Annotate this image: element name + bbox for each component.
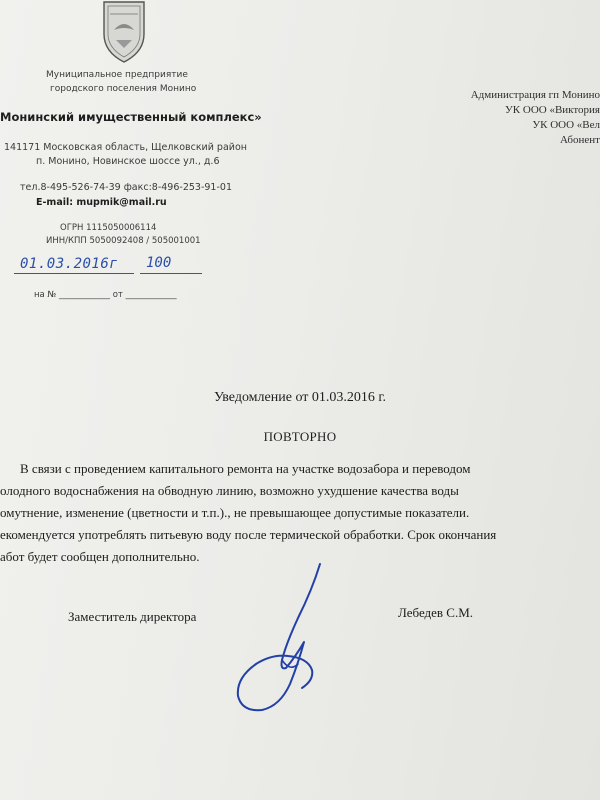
number-underline bbox=[140, 273, 202, 274]
notice-title: Уведомление от 01.03.2016 г. bbox=[213, 390, 387, 405]
body-line: В связи с проведением капитального ремонта на участке водозабора и переводом bbox=[20, 461, 471, 476]
body-line: олодного водоснабжения на обводную линию, возможно ухудшение качества воды bbox=[0, 483, 459, 498]
phone-fax: тел.8-495-526-74-39 факс:8-496-253-91-01 bbox=[20, 182, 232, 193]
date-underline bbox=[14, 273, 134, 274]
recipient-line-2: УК ООО «Виктория bbox=[505, 104, 600, 116]
body-line: абот будет сообщен дополнительно. bbox=[0, 549, 200, 564]
signatory-role: Заместитель директора bbox=[68, 609, 197, 624]
org-type-line-2: городского поселения Монино bbox=[50, 84, 197, 94]
organization-name: Монинский имущественный комплекс» bbox=[0, 110, 262, 124]
notice-body bbox=[0, 458, 600, 568]
org-type-line-1: Муниципальное предприятие bbox=[46, 70, 188, 80]
coat-of-arms-emblem bbox=[96, 0, 152, 64]
handwritten-outgoing-number: 100 bbox=[146, 255, 172, 271]
recipient-line-4: Абонент bbox=[560, 134, 600, 146]
address-line-2: п. Монино, Новинское шоссе ул., д.6 bbox=[36, 156, 220, 167]
recipient-line-1: Администрация гп Монино bbox=[470, 89, 600, 101]
inn-kpp-number: ИНН/КПП 5050092408 / 505001001 bbox=[46, 236, 201, 246]
signatory-name: Лебедев С.М. bbox=[398, 605, 474, 620]
body-line: омутнение, изменение (цветности и т.п.)., не превышающее допустимые показатели. bbox=[0, 505, 470, 520]
recipient-line-3: УК ООО «Вел bbox=[532, 119, 600, 131]
handwritten-signature bbox=[228, 560, 338, 720]
body-line: екомендуется употреблять питьевую воду после термической обработки. Срок окончания bbox=[0, 527, 497, 542]
recipient-block bbox=[380, 88, 600, 148]
address-line-1: 141171 Московская область, Щелковский район bbox=[4, 142, 247, 153]
email-address: E-mail: mupmik@mail.ru bbox=[36, 197, 167, 208]
ogrn-number: ОГРН 1115050006114 bbox=[60, 223, 157, 233]
repeat-marker: ПОВТОРНО bbox=[263, 429, 337, 444]
reference-line: на № ____________ от ____________ bbox=[34, 290, 177, 300]
handwritten-outgoing-date: 01.03.2016г bbox=[20, 256, 119, 272]
